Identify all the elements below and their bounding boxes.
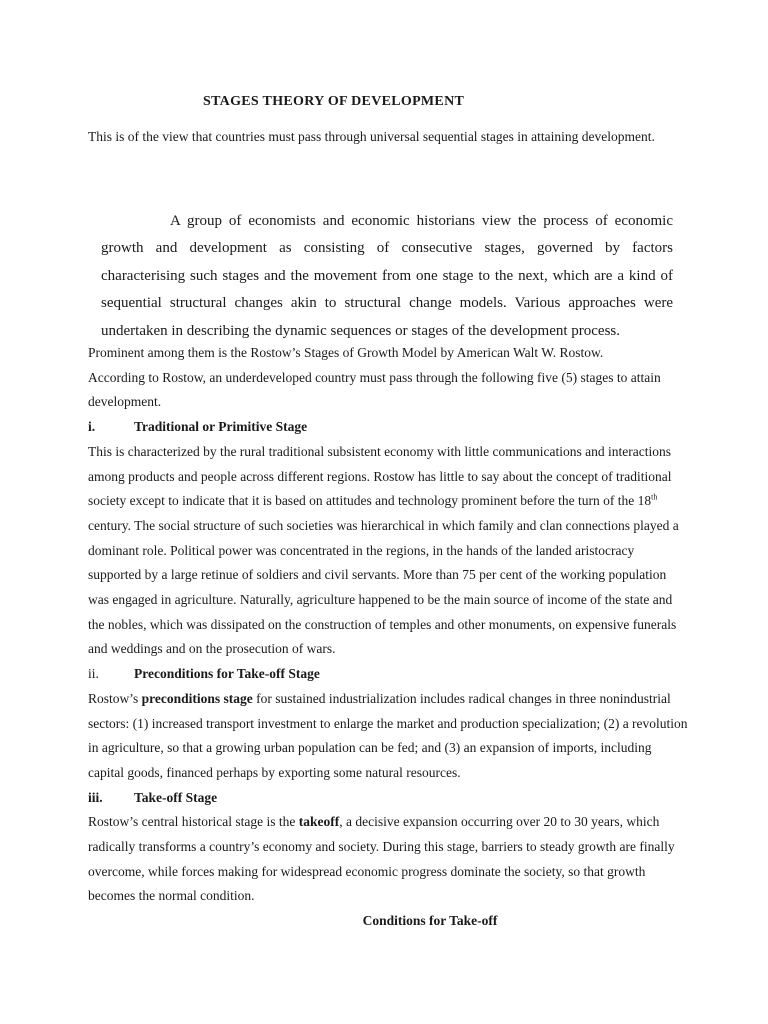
- bold-term: preconditions stage: [141, 690, 253, 706]
- section-text-part: Rostow’s: [88, 690, 142, 706]
- section-text-preconditions: [88, 687, 688, 786]
- quote-text: A group of economists and economic historians view the process of economic growth and development as consisting of consecutive stages, governed by factors characterising such stages and the movement from one stage to the next, which are a kind of sequential structural changes akin to structural change models. Various approaches were undertaken in describing the dynamic sequences or stages of the development process.: [101, 213, 673, 339]
- body-text: [88, 341, 688, 934]
- section-title: Traditional or Primitive Stage: [134, 419, 308, 435]
- section-text-takeoff: [88, 810, 688, 909]
- section-number: iii.: [88, 789, 103, 805]
- quoted-passage: [101, 208, 673, 345]
- section-heading-takeoff: [88, 786, 688, 811]
- paragraph-rostow-intro: [88, 341, 688, 415]
- section-title: Take-off Stage: [134, 789, 218, 805]
- paragraph-line: Prominent among them is the Rostow’s Stages of Growth Model by American Walt W. Rostow.: [88, 345, 604, 360]
- section-number: ii.: [88, 666, 99, 682]
- section-text-part: Rostow’s central historical stage is the: [88, 814, 299, 830]
- subheading-conditions: Conditions for Take-off: [362, 913, 498, 929]
- page-title: STAGES THEORY OF DEVELOPMENT: [203, 94, 465, 109]
- section-text-traditional: [88, 440, 688, 662]
- section-text-part: This is characterized by the rural traditional subsistent economy with little communications and interactions among products and people across different regions. Rostow has little to say about the concept of traditional society except to indicate that it is based on attitudes and technology prominent before the turn of the 18: [88, 443, 672, 509]
- section-heading-traditional: [88, 415, 688, 440]
- paragraph-line: According to Rostow, an underdeveloped country must pass through the following five (5) stages to attain development.: [88, 369, 661, 410]
- section-text-part: , a decisive expansion occurring over 20 to 30 years, which radically transforms a country’s economy and society. During this stage, barriers to steady growth are finally overcome, while forces making for widespread economic progress dominate the society, so that growth becomes the normal condition.: [88, 814, 675, 904]
- intro-paragraph: This is of the view that countries must pass through universal sequential stages in attaining development.: [88, 129, 655, 144]
- bold-term: takeoff: [298, 814, 340, 830]
- section-number: i.: [88, 419, 96, 435]
- section-text-part: century. The social structure of such societies was hierarchical in which family and clan connections played a dominant role. Political power was concentrated in the regions, in the hands of the landed aristocracy supported by a large retinue of soldiers and civil servants. More than 75 per cent of the working population was engaged in agriculture. Naturally, agriculture happened to be the main source of income of the state and the nobles, which was dissipated on the construction of temples and other monuments, on expensive funerals and weddings and on the prosecution of wars.: [88, 517, 679, 657]
- superscript: th: [651, 492, 658, 502]
- section-text-part: for sustained industrialization includes radical changes in three nonindustrial sectors: (1) increased transport investment to enlarge the market and production specialization; (2) a revolution in agriculture, so that a growing urban population can be fed; and (3) an expansion of imports, including capital goods, financed perhaps by exporting some natural resources.: [88, 690, 688, 780]
- section-heading-preconditions: [88, 662, 688, 687]
- section-title: Preconditions for Take-off Stage: [134, 666, 320, 682]
